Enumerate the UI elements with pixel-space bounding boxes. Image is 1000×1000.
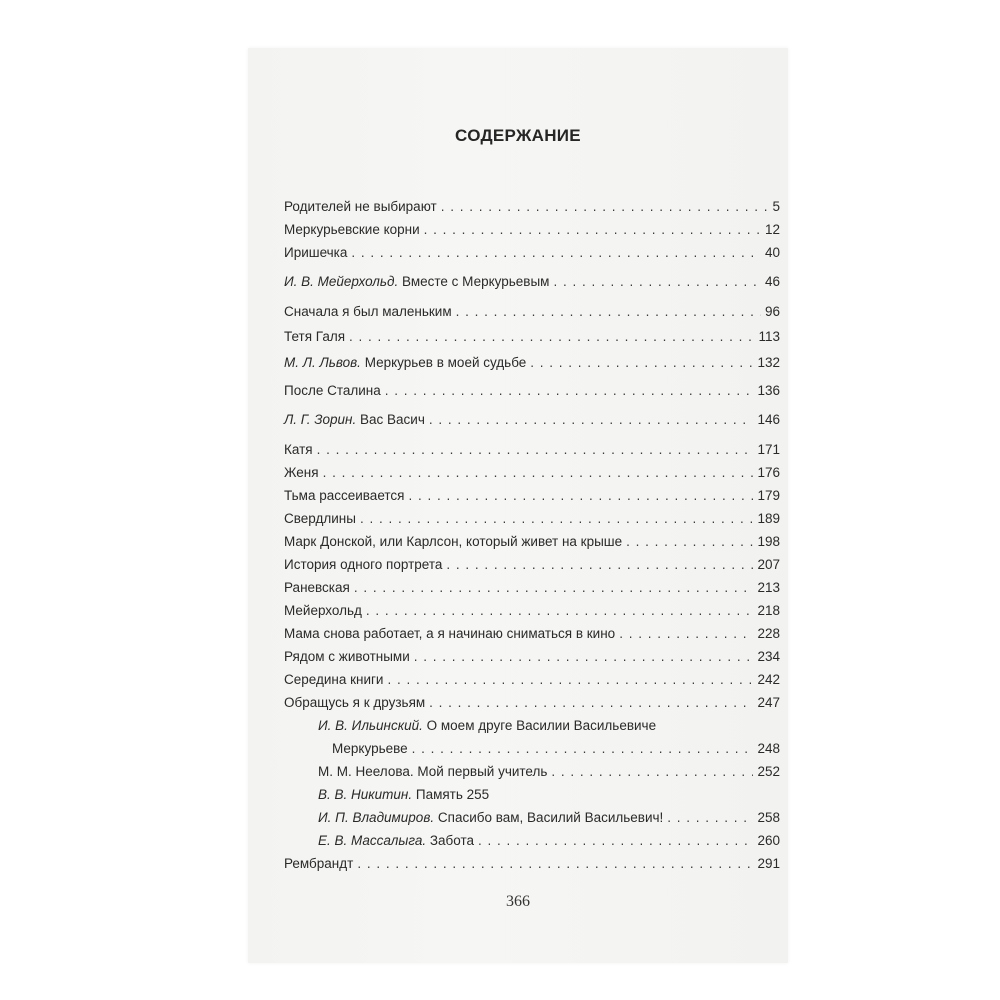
dot-leader <box>446 556 753 574</box>
entry-author: М. Л. Львов. <box>284 355 361 370</box>
toc-entry <box>284 464 780 482</box>
dot-leader <box>349 328 754 346</box>
toc-entry <box>284 694 780 712</box>
page-number: 198 <box>757 534 780 549</box>
entry-author: И. В. Мейерхольд. <box>284 274 399 289</box>
entry-title: Обращусь я к друзьям <box>284 695 426 710</box>
toc-entry <box>284 855 780 873</box>
page-number: 179 <box>757 488 780 503</box>
page-number: 242 <box>757 672 780 687</box>
toc-entry <box>284 328 780 346</box>
entry-title: Вместе с Меркурьевым <box>402 274 550 289</box>
entry-title: Катя <box>284 442 313 457</box>
dot-leader <box>530 354 753 372</box>
dot-leader <box>551 763 753 781</box>
toc-entry <box>284 221 780 239</box>
toc-entry <box>284 487 780 505</box>
toc-entry <box>284 671 780 689</box>
dot-leader <box>351 244 761 262</box>
toc-entry <box>284 382 780 400</box>
toc-entry <box>284 533 780 551</box>
page-number: 248 <box>757 741 780 756</box>
dot-leader <box>429 411 754 429</box>
page-number: 136 <box>757 383 780 398</box>
entry-author: В. В. Никитин. <box>318 787 413 802</box>
page-number: 96 <box>764 304 780 319</box>
page-number: 218 <box>757 603 780 618</box>
page-number: 234 <box>757 649 780 664</box>
dot-leader <box>385 382 754 400</box>
entry-title: Рядом с животными <box>284 649 410 664</box>
dot-leader <box>456 303 761 321</box>
toc-entry <box>284 579 780 597</box>
page-number: 252 <box>757 764 780 779</box>
dot-leader <box>424 221 761 239</box>
entry-title: Спасибо вам, Василий Васильевич! <box>437 810 664 825</box>
dot-leader <box>626 533 753 551</box>
book-page <box>248 48 788 963</box>
page-number: 228 <box>757 626 780 641</box>
toc-sub-entry <box>318 786 780 804</box>
entry-title: Меркурьеве <box>332 741 408 756</box>
page-folio-number: 366 <box>506 893 530 910</box>
entry-title: Вас Васич <box>360 412 425 427</box>
page-number: 207 <box>757 557 780 572</box>
dot-leader <box>357 855 753 873</box>
page-number: 291 <box>757 856 780 871</box>
toc-entry <box>284 273 780 291</box>
toc-entry <box>284 244 780 262</box>
toc-entry <box>284 510 780 528</box>
page-number: 146 <box>757 412 780 427</box>
entry-author: Е. В. Массалыга. <box>318 833 427 848</box>
page-number: 46 <box>764 274 780 289</box>
toc-sub-entry-continued <box>332 740 780 758</box>
entry-title: Женя <box>284 465 319 480</box>
entry-title: Рембрандт <box>284 856 354 871</box>
page-number: 40 <box>764 245 780 260</box>
entry-title: Мама снова работает, а я начинаю сниматься в кино <box>284 626 616 641</box>
entry-title: Свердлины <box>284 511 356 526</box>
page-number: 213 <box>757 580 780 595</box>
dot-leader <box>429 694 753 712</box>
page-number: 189 <box>757 511 780 526</box>
toc-sub-entry <box>318 763 780 781</box>
entry-title: Иришечка <box>284 245 348 260</box>
page-number: 5 <box>772 199 780 214</box>
entry-title: Тьма рассеивается <box>284 488 405 503</box>
entry-title: Тетя Галя <box>284 329 346 344</box>
entry-title: М. М. Неелова. Мой первый учитель <box>318 764 548 779</box>
toc-entry <box>284 354 780 372</box>
dot-leader <box>619 625 753 643</box>
page-number: 247 <box>757 695 780 710</box>
entry-title: Марк Донской, или Карлсон, который живет на крыше <box>284 534 623 549</box>
page-number: 171 <box>757 442 780 457</box>
dot-leader <box>360 510 754 528</box>
dot-leader <box>323 464 754 482</box>
dot-leader <box>441 198 769 216</box>
dot-leader <box>553 273 761 291</box>
toc-entry <box>284 602 780 620</box>
entry-title: Меркурьев в моей судьбе <box>364 355 527 370</box>
page-number: 113 <box>758 329 780 344</box>
entry-author: Л. Г. Зорин. <box>284 412 357 427</box>
page-number: 176 <box>757 465 780 480</box>
page-title: СОДЕРЖАНИЕ <box>455 126 581 145</box>
page-number: 260 <box>757 833 780 848</box>
entry-title: Раневская <box>284 580 350 595</box>
page-number: 12 <box>764 222 780 237</box>
entry-title: Забота <box>429 833 475 848</box>
dot-leader <box>408 487 753 505</box>
entry-title: Середина книги <box>284 672 384 687</box>
dot-leader <box>317 441 754 459</box>
toc-sub-entry <box>318 809 780 827</box>
dot-leader <box>387 671 753 689</box>
toc-entry <box>284 625 780 643</box>
entry-title: Мейерхольд <box>284 603 362 618</box>
entry-title: Сначала я был маленьким <box>284 304 452 319</box>
toc-entry <box>284 303 780 321</box>
dot-leader <box>366 602 754 620</box>
entry-title: Родителей не выбирают <box>284 199 437 214</box>
entry-title: Память 255 <box>415 787 490 802</box>
page-number: 132 <box>757 355 780 370</box>
dot-leader <box>414 648 754 666</box>
entry-title: После Сталина <box>284 383 381 398</box>
entry-title: История одного портрета <box>284 557 443 572</box>
page-number: 258 <box>757 810 780 825</box>
dot-leader <box>412 740 754 758</box>
dot-leader <box>354 579 754 597</box>
toc-entry <box>284 556 780 574</box>
toc-entry <box>284 411 780 429</box>
entry-title: О моем друге Василии Васильевиче <box>426 718 657 733</box>
toc-sub-entry <box>318 717 780 735</box>
entry-author: И. В. Ильинский. <box>318 718 423 733</box>
toc-sub-entry <box>318 832 780 850</box>
toc-entry <box>284 648 780 666</box>
dot-leader <box>667 809 753 827</box>
entry-author: И. П. Владимиров. <box>318 810 435 825</box>
toc-entry <box>284 198 780 216</box>
entry-title: Меркурьевские корни <box>284 222 420 237</box>
toc-entry <box>284 441 780 459</box>
dot-leader <box>478 832 753 850</box>
